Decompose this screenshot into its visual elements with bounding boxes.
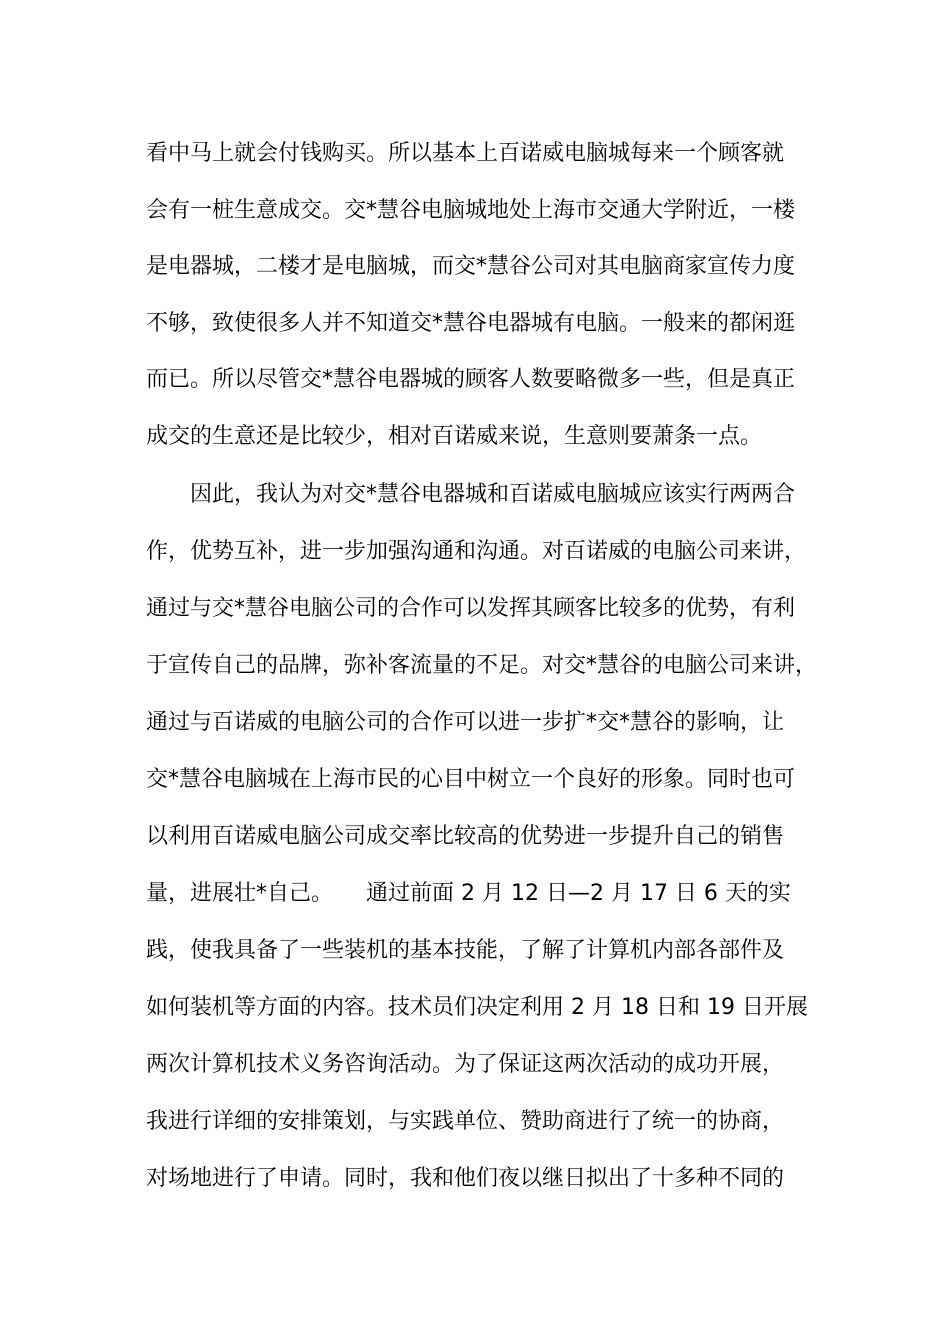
text-line: 是电器城，二楼才是电脑城，而交*慧谷公司对其电脑商家宣传力度: [146, 254, 796, 279]
text-line: 以利用百诺威电脑公司成交率比较高的优势进一步提升自己的销售: [146, 824, 785, 849]
text-line: 两次计算机技术义务咨询活动。为了保证这两次活动的成功开展，: [146, 1052, 785, 1077]
text-line: 而已。所以尽管交*慧谷电器城的顾客人数要略微多一些，但是真正: [146, 367, 796, 392]
text-line: 如何装机等方面的内容。技术员们决定利用 2 月 18 日和 19 日开展: [146, 995, 808, 1020]
text-line: 交*慧谷电脑城在上海市民的心目中树立一个良好的形象。同时也可: [146, 767, 796, 792]
text-line: 会有一桩生意成交。交*慧谷电脑城地处上海市交通大学附近，一楼: [146, 198, 796, 223]
text-line: 对场地进行了申请。同时，我和他们夜以继日拟出了十多种不同的: [146, 1166, 785, 1191]
text-line: 成交的生意还是比较少，相对百诺威来说，生意则要萧条一点。: [146, 424, 763, 449]
text-line: 通过与百诺威的电脑公司的合作可以进一步扩*交*慧谷的影响，让: [146, 710, 785, 735]
text-line: 不够，致使很多人并不知道交*慧谷电器城有电脑。一般来的都闲逛: [146, 311, 796, 336]
text-line: 看中马上就会付钱购买。所以基本上百诺威电脑城每来一个顾客就: [146, 141, 785, 166]
paragraph-first-line: 因此，我认为对交*慧谷电器城和百诺威电脑城应该实行两两合: [190, 482, 796, 507]
text-line: 我进行详细的安排策划，与实践单位、赞助商进行了统一的协商，: [146, 1109, 785, 1134]
text-line: 作，优势互补，进一步加强沟通和沟通。对百诺威的电脑公司来讲，: [146, 539, 807, 564]
text-line: 量，进展壮*自己。 通过前面 2 月 12 日—2 月 17 日 6 天的实: [146, 881, 791, 906]
text-line: 通过与交*慧谷电脑公司的合作可以发挥其顾客比较多的优势，有利: [146, 596, 796, 621]
text-line: 践，使我具备了一些装机的基本技能，了解了计算机内部各部件及: [146, 938, 785, 963]
text-line: 于宣传自己的品牌，弥补客流量的不足。对交*慧谷的电脑公司来讲，: [146, 653, 818, 678]
